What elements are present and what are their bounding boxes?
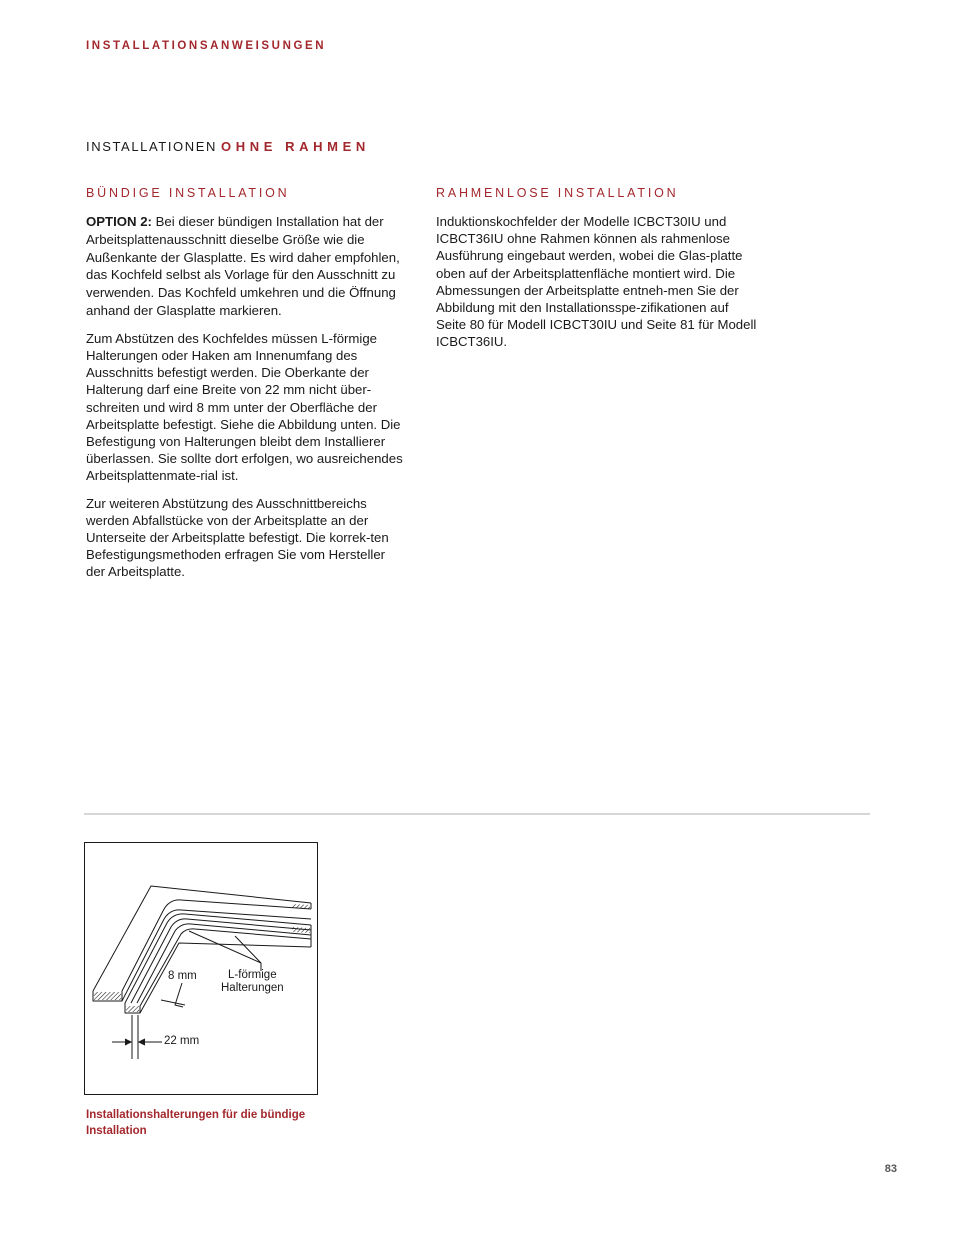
left-paragraph-2: Zum Abstützen des Kochfeldes müssen L-förmige Halterungen oder Haken am Innenumfang des Ausschnitts befestigt werden. Die Oberkante der Halterung darf eine Breite von 22 mm nicht über-schreiten und wird 8 mm unter der Oberfläche der Arbeitsplatte befestigt. Siehe die Abbildung unten. Die Befestigung von Halterungen bleibt dem Installierer überlassen. Sie sollte dort erfolgen, wo ausreichendes Arbeitsplattenmate-rial ist. [86,330,403,484]
right-column-heading: RAHMENLOSE INSTALLATION [436,186,679,200]
figure-caption: Installationshalterungen für die bündige Installation [86,1109,306,1137]
section-divider [84,813,870,815]
label-8mm: 8 mm [168,970,197,982]
bracket-figure [84,842,318,1095]
right-column [436,186,762,361]
label-brackets [221,969,284,995]
left-paragraph-1 [86,213,406,320]
option-lead: OPTION 2: [86,214,152,229]
left-column-heading: BÜNDIGE INSTALLATION [86,186,290,200]
label-brackets-line2: Halterungen [221,982,284,994]
label-brackets-line1: L-förmige [228,969,277,981]
section-title [86,139,370,154]
section-title-accent: OHNE RAHMEN [221,139,370,154]
running-header: INSTALLATIONSANWEISUNGEN [86,40,327,52]
section-title-plain: INSTALLATIONEN [86,139,217,154]
left-paragraph-3: Zur weiteren Abstützung des Ausschnittbereichs werden Abfallstücke von der Arbeitsplatte an der Unterseite der Arbeitsplatte befestigt. Die korrek-ten Befestigungsmethoden erfragen Sie vom Hersteller der Arbeitsplatte. [86,495,389,580]
label-22mm: 22 mm [164,1035,200,1047]
right-paragraph-1: Induktionskochfelder der Modelle ICBCT30IU und ICBCT36IU ohne Rahmen können als rahmenlose Ausführung eingebaut werden, wobei die Glas-platte oben auf der Arbeitsplattenfläche montiert wird. Die Abmessungen der Arbeitsplatte entneh-men Sie der Abbildung mit den Installationsspe-zifikationen auf Seite 80 für Modell ICBCT30IU und Seite 81 für Modell ICBCT36IU. [436,214,757,350]
page-number: 83 [884,1163,897,1175]
left-paragraph-1-text: Bei dieser bündigen Installation hat der Arbeitsplattenausschnitt dieselbe Größe wie die Außenkante der Glasplatte. Es wird daher empfohlen, das Kochfeld selbst als Vorlage für den Ausschnitt zu verwenden. Das Kochfeld umkehren und die Öffnung anhand der Glasplatte markieren. [86,214,400,318]
left-column [86,186,406,591]
